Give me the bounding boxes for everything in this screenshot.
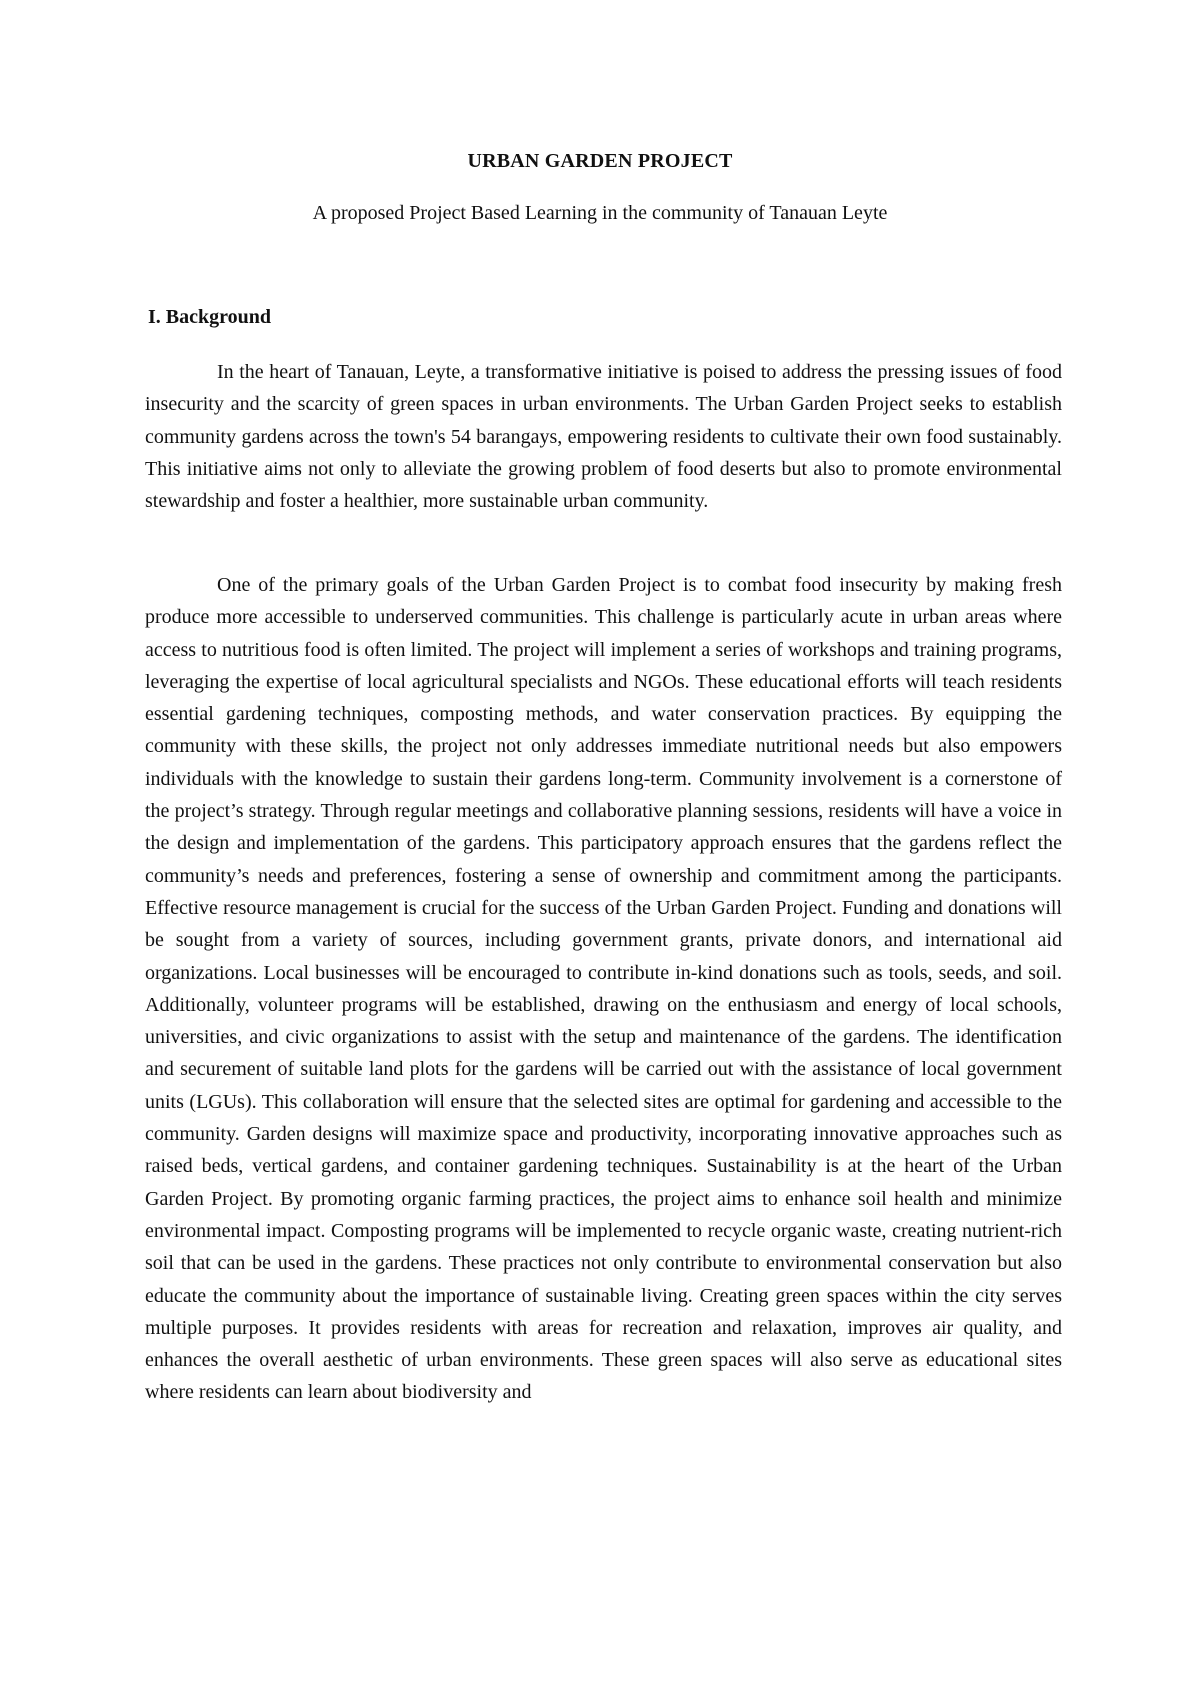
document-title: URBAN GARDEN PROJECT bbox=[467, 150, 733, 172]
body-paragraph: One of the primary goals of the Urban Garden Project is to combat food insecurity by making fresh produce more accessible to underserved communities. This challenge is particularly acute in urban areas where access to nutritious food is often limited. The project will implement a series of workshops and training programs, leveraging the expertise of local agricultural specialists and NGOs. These educational efforts will teach residents essential gardening techniques, composting methods, and water conservation practices. By equipping the community with these skills, the project not only addresses immediate nutritional needs but also empowers individuals with the knowledge to sustain their gardens long-term. Community involvement is a cornerstone of the project’s strategy. Through regular meetings and collaborative planning sessions, residents will have a voice in the design and implementation of the gardens. This participatory approach ensures that the gardens reflect the community’s needs and preferences, fostering a sense of ownership and commitment among the participants. Effective resource management is crucial for the success of the Urban Garden Project. Funding and donations will be sought from a variety of sources, including government grants, private donors, and international aid organizations. Local businesses will be encouraged to contribute in-kind donations such as tools, seeds, and soil. Additionally, volunteer programs will be established, drawing on the enthusiasm and energy of local schools, universities, and civic organizations to assist with the setup and maintenance of the gardens. The identification and securement of suitable land plots for the gardens will be carried out with the assistance of local government units (LGUs). This collaboration will ensure that the selected sites are optimal for gardening and accessible to the community. Garden designs will maximize space and productivity, incorporating innovative approaches such as raised beds, vertical gardens, and container gardening techniques. Sustainability is at the heart of the Urban Garden Project. By promoting organic farming practices, the project aims to enhance soil health and minimize environmental impact. Composting programs will be implemented to recycle organic waste, creating nutrient-rich soil that can be used in the gardens. These practices not only contribute to environmental conservation but also educate the community about the importance of sustainable living. Creating green spaces within the city serves multiple purposes. It provides residents with areas for recreation and relaxation, improves air quality, and enhances the overall aesthetic of urban environments. These green spaces will also serve as educational sites where residents can learn about biodiversity and bbox=[145, 574, 1062, 1404]
section-heading: I. Background bbox=[148, 306, 272, 328]
document-subtitle: A proposed Project Based Learning in the community of Tanauan Leyte bbox=[312, 202, 888, 224]
body-paragraph: In the heart of Tanauan, Leyte, a transformative initiative is poised to address the pressing issues of food insecurity and the scarcity of green spaces in urban environments. The Urban Garden Project seeks to establish community gardens across the town's 54 barangays, empowering residents to cultivate their own food sustainably. This initiative aims not only to alleviate the growing problem of food deserts but also to promote environmental stewardship and foster a healthier, more sustainable urban community. bbox=[145, 361, 1062, 513]
